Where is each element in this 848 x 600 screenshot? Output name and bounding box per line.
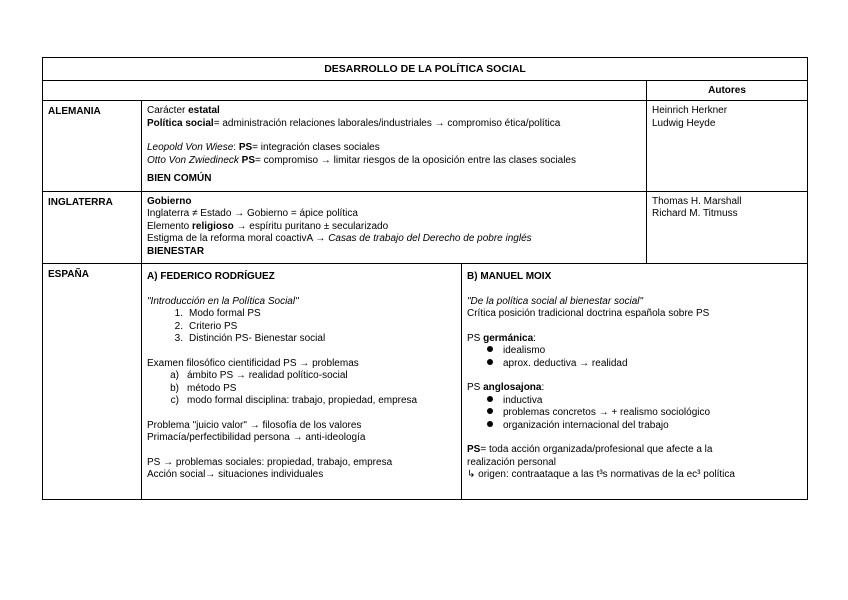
- exam-line: Examen filosófico cientificidad PS → problemas: [147, 357, 359, 369]
- text-bold: religioso: [192, 220, 234, 232]
- text: PS: [467, 382, 484, 393]
- text: → espíritu puritano ± secularizado: [233, 220, 389, 232]
- alemania-content: [142, 101, 647, 192]
- country-espana: ESPAÑA: [43, 264, 142, 500]
- text-bold: PS: [238, 154, 256, 166]
- espana-col-a: [142, 264, 462, 500]
- list-item: [487, 407, 802, 420]
- author: Richard M. Titmuss: [652, 208, 738, 219]
- country-alemania: ALEMANIA: [43, 101, 142, 192]
- text: :: [541, 382, 545, 393]
- text-bold: germánica: [483, 332, 534, 344]
- para-problemas-sociales: PS → problemas sociales: propiedad, trabajo, empresa: [147, 456, 393, 468]
- bullet-list-germanica: [467, 345, 802, 370]
- text: idealismo: [503, 345, 546, 356]
- text: método PS: [187, 382, 237, 394]
- text: modo formal disciplina: trabajo, propiedad, empresa: [187, 395, 418, 406]
- para-primacia: Primacía/perfectibilidad persona → anti-ideología: [147, 432, 366, 443]
- bullet-icon: [487, 396, 493, 402]
- list-item: [169, 321, 456, 334]
- alemania-bien-comun: BIEN COMÚN: [147, 173, 212, 184]
- alemania-line-2: [147, 118, 641, 131]
- text: :: [233, 142, 239, 153]
- text-bold: PS: [467, 444, 481, 455]
- text-italic: Leopold Von Wiese: [147, 142, 234, 153]
- bullet-icon: [487, 421, 493, 427]
- text: :: [533, 332, 536, 344]
- text-italic: Casas de trabajo del Derecho de pobre inglés: [328, 233, 532, 244]
- text: Carácter: [147, 105, 189, 116]
- list-item: [167, 370, 456, 383]
- critica-line: Crítica posición tradicional doctrina española sobre PS: [467, 308, 710, 319]
- list-marker: b): [170, 382, 179, 394]
- header-row: [43, 80, 808, 101]
- text: organización internacional del trabajo: [503, 419, 669, 431]
- list-marker: 2.: [174, 320, 183, 332]
- list-marker: 1.: [174, 308, 183, 319]
- list-item: [487, 420, 802, 433]
- bullet-list-anglosajona: [467, 395, 802, 433]
- espana-col-b: [462, 264, 808, 500]
- text: aprox. deductiva → realidad: [503, 357, 628, 369]
- author: Thomas H. Marshall: [652, 195, 742, 207]
- header-empty-cell: [43, 80, 647, 101]
- text-bold: anglosajona: [483, 382, 542, 393]
- ps-anglosajona: [467, 382, 802, 395]
- list-marker: 3.: [174, 333, 183, 344]
- bullet-icon: [487, 408, 493, 414]
- numbered-list: [147, 308, 456, 346]
- text: Criterio PS: [189, 320, 238, 332]
- autores-header: Autores: [647, 80, 808, 101]
- inglaterra-content: [142, 191, 647, 264]
- text: Elemento: [147, 220, 193, 232]
- inglaterra-line-2: Inglaterra ≠ Estado → Gobierno = ápice política: [147, 208, 358, 219]
- author: Heinrich Herkner: [652, 105, 728, 116]
- text: Modo formal PS: [189, 308, 261, 319]
- quote-a: "Introducción en la Política Social": [147, 295, 299, 307]
- text: = integración clases sociales: [252, 142, 380, 153]
- alemania-line-4: [147, 155, 641, 168]
- heading-manuel-moix: B) MANUEL MOIX: [467, 271, 552, 282]
- ps-definition: [467, 444, 757, 469]
- row-alemania: [43, 101, 808, 192]
- list-item: [487, 358, 802, 371]
- ps-germanica: [467, 333, 802, 346]
- title-row: [43, 58, 808, 81]
- text-bold: Política social: [147, 117, 214, 129]
- quote-b: "De la política social al bienestar social": [467, 295, 644, 307]
- author: Ludwig Heyde: [652, 117, 716, 129]
- list-marker: a): [170, 370, 179, 381]
- para-juicio-valor: Problema "juicio valor" → filosofía de los valores: [147, 419, 362, 431]
- alemania-line-3: [147, 142, 641, 155]
- document-table-wrapper: [42, 57, 807, 500]
- text-italic: Otto Von Zwiedineck: [147, 154, 239, 166]
- inglaterra-bienestar: BIENESTAR: [147, 245, 205, 257]
- list-item: [167, 383, 456, 396]
- list-item: [167, 395, 456, 408]
- country-inglaterra: INGLATERRA: [43, 191, 142, 264]
- inglaterra-gobierno: Gobierno: [147, 195, 192, 207]
- para-accion-social: Acción social→ situaciones individuales: [147, 469, 324, 480]
- alpha-list: [147, 370, 456, 408]
- row-espana: [43, 264, 808, 500]
- table-title: DESARROLLO DE LA POLÍTICA SOCIAL: [43, 58, 808, 81]
- text: = compromiso → limitar riesgos de la oposición entre las clases sociales: [255, 154, 576, 166]
- bullet-icon: [487, 359, 493, 365]
- list-item: [487, 345, 802, 358]
- list-item: [169, 333, 456, 346]
- heading-federico: A) FEDERICO RODRÍGUEZ: [147, 271, 275, 282]
- inglaterra-authors: [647, 191, 808, 264]
- text: Distinción PS- Bienestar social: [189, 333, 326, 344]
- text: = administración relaciones laborales/industriales → compromiso ética/política: [213, 117, 561, 129]
- inglaterra-line-4: [147, 233, 641, 246]
- alemania-line-1: [147, 105, 641, 118]
- text: = toda acción organizada/profesional que afecte a la realización personal: [467, 444, 713, 468]
- politica-social-table: [42, 57, 808, 500]
- text: ámbito PS → realidad político-social: [187, 370, 348, 381]
- bullet-icon: [487, 346, 493, 352]
- inglaterra-line-3: [147, 221, 641, 234]
- alemania-authors: [647, 101, 808, 192]
- text: problemas concretos → + realismo sociológico: [503, 407, 711, 418]
- list-item: [487, 395, 802, 408]
- text: PS: [467, 332, 484, 344]
- row-inglaterra: [43, 191, 808, 264]
- list-marker: c): [170, 395, 179, 406]
- text: inductiva: [503, 394, 543, 406]
- text-bold: estatal: [188, 105, 220, 116]
- origen-line: ↳ origen: contraataque a las t³s normativas de la ec³ política: [467, 469, 735, 480]
- list-item: [169, 308, 456, 321]
- text: Estigma de la reforma moral coactivA →: [147, 233, 329, 244]
- text-bold: PS: [238, 142, 253, 153]
